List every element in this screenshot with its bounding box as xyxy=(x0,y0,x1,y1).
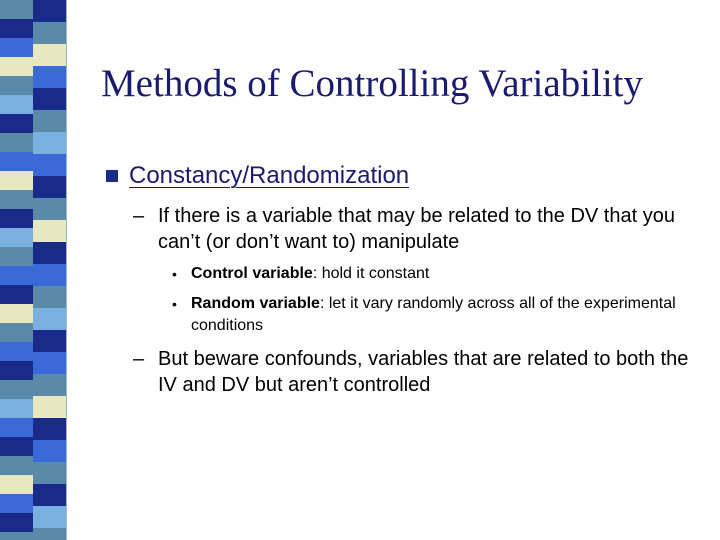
stripe-block xyxy=(33,22,66,44)
stripe-block xyxy=(33,88,66,110)
stripe-block xyxy=(0,152,33,171)
decorative-stripe-bar xyxy=(0,0,67,540)
dash-marker: – xyxy=(133,348,145,370)
stripe-block xyxy=(33,440,66,462)
stripe-block xyxy=(33,462,66,484)
stripe-block xyxy=(0,133,33,152)
stripe-block xyxy=(0,247,33,266)
stripe-pattern xyxy=(0,0,66,540)
stripe-block xyxy=(33,0,66,22)
stripe-block xyxy=(33,396,66,418)
stripe-block xyxy=(0,532,33,540)
stripe-block xyxy=(33,154,66,176)
stripe-block xyxy=(0,285,33,304)
stripe-block xyxy=(0,494,33,513)
stripe-block xyxy=(33,176,66,198)
desc-control-variable: : hold it constant xyxy=(312,265,430,282)
stripe-block xyxy=(33,66,66,88)
stripe-block xyxy=(33,506,66,528)
subpoint-variable-to-manipulate xyxy=(133,203,703,255)
stripe-block xyxy=(33,374,66,396)
subpoint-beware-confounds xyxy=(133,346,703,398)
stripe-block xyxy=(0,437,33,456)
stripe-block xyxy=(0,76,33,95)
stripe-block xyxy=(0,190,33,209)
stripe-block xyxy=(0,361,33,380)
subpoint-text: If there is a variable that may be related to the DV that you can’t (or don’t want to) manipulate xyxy=(158,205,675,253)
stripe-block xyxy=(0,475,33,494)
stripe-block xyxy=(0,513,33,532)
stripe-block xyxy=(0,171,33,190)
stripe-block xyxy=(33,484,66,506)
term-control-variable: Control variable xyxy=(191,265,313,282)
subpoint-text: But beware confounds, variables that are related to both the IV and DV but aren’t controlled xyxy=(158,348,689,396)
stripe-block xyxy=(33,264,66,286)
stripe-block xyxy=(0,380,33,399)
stripe-block xyxy=(0,342,33,361)
stripe-block xyxy=(0,266,33,285)
stripe-block xyxy=(33,308,66,330)
stripe-block xyxy=(0,57,33,76)
stripe-block xyxy=(0,399,33,418)
stripe-block xyxy=(0,95,33,114)
bullet-constancy-randomization: Constancy/Randomization xyxy=(129,162,410,189)
bullet-dot: • xyxy=(172,266,177,282)
stripe-block xyxy=(33,242,66,264)
slide-title: Methods of Controlling Variability xyxy=(101,62,644,105)
dash-marker: – xyxy=(133,205,145,227)
stripe-block xyxy=(33,528,66,540)
stripe-block xyxy=(0,228,33,247)
stripe-block xyxy=(33,44,66,66)
item-random-variable xyxy=(172,293,692,337)
stripe-block xyxy=(33,220,66,242)
stripe-block xyxy=(33,110,66,132)
stripe-block xyxy=(0,19,33,38)
bullet-square-icon xyxy=(106,170,118,182)
bullet-dot: • xyxy=(172,296,177,312)
item-control-variable xyxy=(172,263,692,285)
stripe-block xyxy=(0,114,33,133)
stripe-block xyxy=(33,286,66,308)
stripe-block xyxy=(33,198,66,220)
stripe-block xyxy=(0,418,33,437)
stripe-block xyxy=(0,0,33,19)
stripe-block xyxy=(33,352,66,374)
stripe-block xyxy=(33,330,66,352)
stripe-block xyxy=(33,132,66,154)
desc-random-variable: : let it vary randomly across all of the experimental conditions xyxy=(191,295,676,334)
stripe-block xyxy=(0,304,33,323)
stripe-block xyxy=(0,323,33,342)
stripe-block xyxy=(33,418,66,440)
stripe-block xyxy=(0,209,33,228)
stripe-block xyxy=(0,456,33,475)
stripe-block xyxy=(0,38,33,57)
term-random-variable: Random variable xyxy=(191,295,320,312)
